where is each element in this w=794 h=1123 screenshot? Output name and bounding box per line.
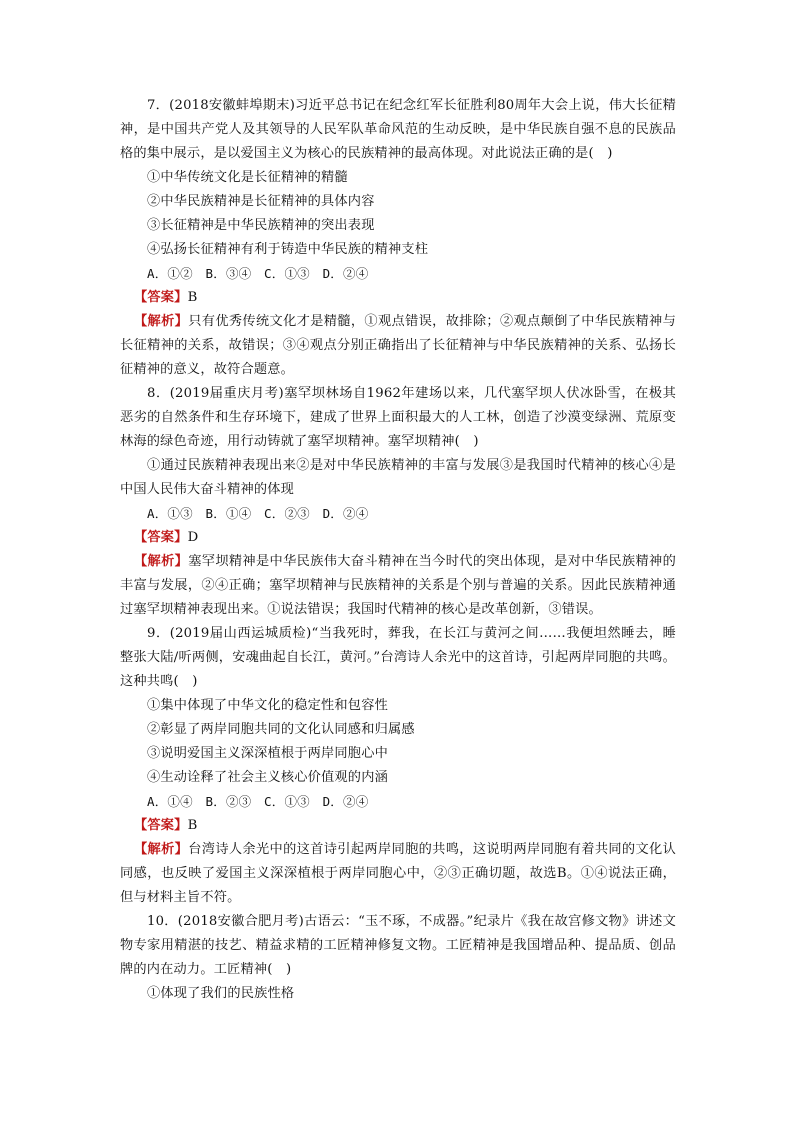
answer-tag: 【答案】	[134, 530, 188, 545]
analysis-tag: 【解析】	[134, 842, 189, 857]
question-9-answer	[120, 814, 676, 838]
question-7-option-2: ②中华民族精神是长征精神的具体内容	[147, 194, 375, 209]
answer-tag: 【答案】	[134, 290, 188, 305]
question-10-stem: 10．(2018安徽合肥月考)古语云：“玉不琢，不成器。”纪录片《我在故宫修文物》讲述文物专家用精湛的技艺、精益求精的工匠精神修复文物。工匠精神是我国增品种、提品质、创品牌的内在动力。工匠精神( )	[120, 914, 676, 977]
question-7-option-3: ③长征精神是中华民族精神的突出表现	[147, 218, 375, 233]
question-8-answer	[120, 526, 676, 550]
analysis-text: 台湾诗人余光中的这首诗引起两岸同胞的共鸣，这说明两岸同胞有着共同的文化认同感，也反映了爱国主义深深植根于两岸同胞心中，②③正确切题，故选B。①④说法正确，但与材料主旨不符。	[120, 842, 676, 905]
analysis-text: 只有优秀传统文化才是精髓，①观点错误，故排除；②观点颠倒了中华民族精神与长征精神的关系，故错误；③④观点分别正确指出了长征精神与中华民族精神的关系、弘扬长征精神的意义，故符合题意。	[120, 314, 676, 377]
answer-value: D	[187, 530, 199, 545]
question-10-option-1: ①体现了我们的民族性格	[147, 986, 295, 1001]
question-9-option-4: ④生动诠释了社会主义核心价值观的内涵	[147, 770, 388, 785]
question-7-choices: A．①② B．③④ C．①③ D．②④	[147, 266, 369, 281]
question-7-analysis	[120, 310, 676, 382]
analysis-text: 塞罕坝精神是中华民族伟大奋斗精神在当今时代的突出体现，是对中华民族精神的丰富与发展，②④正确；塞罕坝精神与民族精神的关系是个别与普遍的关系。因此民族精神通过塞罕坝精神表现出来。①说法错误；我国时代精神的核心是改革创新，③错误。	[120, 554, 676, 617]
question-8-options: ①通过民族精神表现出来②是对中华民族精神的丰富与发展③是我国时代精神的核心④是中国人民伟大奋斗精神的体现	[120, 458, 676, 497]
question-7-option-1: ①中华传统文化是长征精神的精髓	[147, 170, 348, 185]
question-9-option-3: ③说明爱国主义深深植根于两岸同胞心中	[147, 746, 388, 761]
question-9-stem: 9．(2019届山西运城质检)“当我死时，葬我，在长江与黄河之间……我便坦然睡去，睡整张大陆/听两侧，安魂曲起自长江，黄河。”台湾诗人余光中的这首诗，引起两岸同胞的共鸣。这种共鸣( )	[120, 626, 676, 689]
answer-tag: 【答案】	[134, 818, 188, 833]
question-7-option-4: ④弘扬长征精神有利于铸造中华民族的精神支柱	[147, 242, 429, 257]
question-8-choices: A．①③ B．①④ C．②③ D．②④	[147, 506, 369, 521]
question-9-choices: A．①④ B．②③ C．①③ D．②④	[147, 794, 369, 809]
question-8-stem: 8．(2019届重庆月考)塞罕坝林场自1962年建场以来，几代塞罕坝人伏冰卧雪，在极其恶劣的自然条件和生存环境下，建成了世界上面积最大的人工林，创造了沙漠变绿洲、荒原变林海的绿色奇迹，用行动铸就了塞罕坝精神。塞罕坝精神( )	[120, 386, 676, 449]
answer-value: B	[187, 290, 198, 305]
question-9-analysis	[120, 838, 676, 910]
analysis-tag: 【解析】	[134, 554, 189, 569]
question-9-option-1: ①集中体现了中华文化的稳定性和包容性	[147, 698, 388, 713]
analysis-tag: 【解析】	[134, 314, 189, 329]
question-8-analysis	[120, 550, 676, 622]
question-9-option-2: ②彰显了两岸同胞共同的文化认同感和归属感	[147, 722, 415, 737]
question-7-answer	[120, 286, 676, 310]
answer-value: B	[187, 818, 198, 833]
document-body	[120, 94, 676, 1006]
question-7-stem: 7．(2018安徽蚌埠期末)习近平总书记在纪念红军长征胜利80周年大会上说，伟大长征精神，是中国共产党人及其领导的人民军队革命风范的生动反映，是中华民族自强不息的民族品格的集中展示，是以爱国主义为核心的民族精神的最高体现。对此说法正确的是( )	[120, 98, 676, 161]
